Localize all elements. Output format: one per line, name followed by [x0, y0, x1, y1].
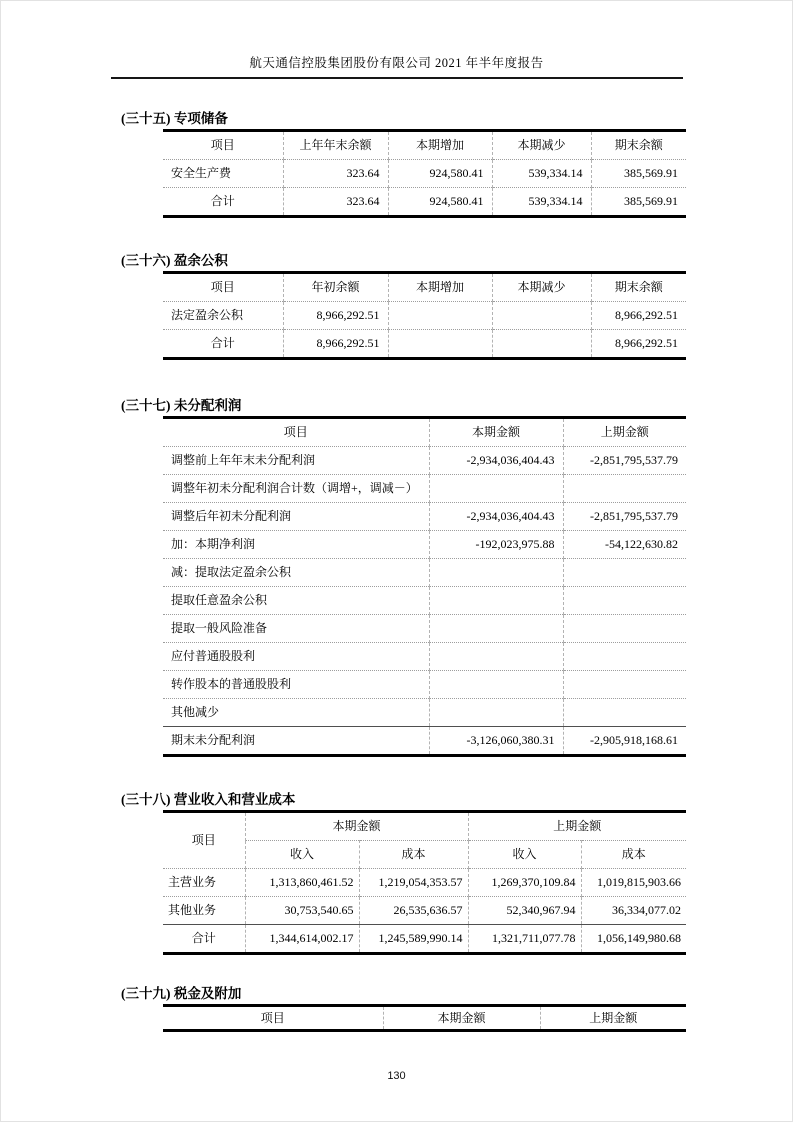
col-header: 成本: [359, 841, 468, 869]
cell-value: [563, 559, 686, 587]
row-label: 合计: [163, 188, 283, 217]
col-header: 项目: [210, 138, 235, 152]
cell-value: -3,126,060,380.31: [429, 727, 563, 756]
cell-value: 1,245,589,990.14: [359, 925, 468, 954]
table-row: [163, 503, 686, 531]
cell-value: 26,535,636.57: [359, 897, 468, 925]
table-row: [163, 302, 686, 330]
cell-value: [388, 302, 492, 330]
table-row: [163, 531, 686, 559]
cell-value: -2,934,036,404.43: [429, 503, 563, 531]
section-surplus-reserves: [121, 252, 686, 360]
table-row: [163, 475, 686, 503]
section-revenue-cost: [121, 791, 686, 955]
table-group-header-row: [163, 812, 686, 841]
section-title: (三十九) 税金及附加: [121, 986, 242, 1001]
cell-value: [492, 302, 591, 330]
cell-value: [388, 330, 492, 359]
table-total-row: [163, 330, 686, 359]
page-content: [1, 110, 792, 1032]
col-header: 上期金额: [563, 418, 686, 447]
table-header-row: [163, 273, 686, 302]
cell-value: 323.64: [283, 160, 388, 188]
row-label: 调整年初未分配利润合计数（调增+，调减－）: [163, 475, 429, 503]
col-header: 期末余额: [591, 131, 686, 160]
section-title: (三十七) 未分配利润: [121, 398, 242, 413]
cell-value: [492, 330, 591, 359]
surplus-reserves-table: [163, 271, 686, 360]
col-header: 本期减少: [492, 131, 591, 160]
section-title: (三十八) 营业收入和营业成本: [121, 792, 296, 807]
cell-value: 52,340,967.94: [468, 897, 581, 925]
cell-value: 323.64: [283, 188, 388, 217]
col-header: 本期金额: [383, 1006, 540, 1031]
col-header: 期末余额: [591, 273, 686, 302]
header-rule: [111, 77, 683, 79]
col-header: 上年年末余额: [283, 131, 388, 160]
cell-value: [429, 587, 563, 615]
col-header: 收入: [245, 841, 359, 869]
row-label: 合计: [163, 330, 283, 359]
row-label: 其他减少: [163, 699, 429, 727]
cell-value: 1,019,815,903.66: [581, 869, 686, 897]
row-label: 应付普通股股利: [163, 643, 429, 671]
page-number: 130: [387, 1070, 406, 1082]
row-label: 法定盈余公积: [163, 302, 283, 330]
cell-value: 385,569.91: [591, 160, 686, 188]
cell-value: [563, 699, 686, 727]
cell-value: 1,344,614,002.17: [245, 925, 359, 954]
cell-value: -192,023,975.88: [429, 531, 563, 559]
cell-value: 1,056,149,980.68: [581, 925, 686, 954]
page-header-title: 航天通信控股集团股份有限公司 2021 年半年度报告: [249, 56, 544, 70]
cell-value: 8,966,292.51: [591, 330, 686, 359]
cell-value: 924,580.41: [388, 160, 492, 188]
col-header: 本期金额: [429, 418, 563, 447]
cell-value: 36,334,077.02: [581, 897, 686, 925]
table-total-row: [163, 188, 686, 217]
col-header: 本期增加: [388, 273, 492, 302]
cell-value: 539,334.14: [492, 188, 591, 217]
cell-value: 1,269,370,109.84: [468, 869, 581, 897]
col-header: 本期减少: [492, 273, 591, 302]
cell-value: -2,851,795,537.79: [563, 503, 686, 531]
table-row: [163, 643, 686, 671]
table-total-row: [163, 925, 686, 954]
table-header-row: [163, 1006, 686, 1031]
col-header: 本期增加: [388, 131, 492, 160]
row-label: 调整后年初未分配利润: [163, 503, 429, 531]
row-label: 主营业务: [163, 869, 245, 897]
section-special-reserves: [121, 110, 686, 218]
row-label: 安全生产费: [163, 160, 283, 188]
undistributed-profit-table: [163, 416, 686, 757]
revenue-cost-table: [163, 810, 686, 955]
row-label: 转作股本的普通股股利: [163, 671, 429, 699]
cell-value: 8,966,292.51: [283, 302, 388, 330]
cell-value: [429, 671, 563, 699]
col-header: 成本: [581, 841, 686, 869]
table-row: [163, 897, 686, 925]
cell-value: -2,934,036,404.43: [429, 447, 563, 475]
table-row: [163, 447, 686, 475]
row-label: 合计: [163, 925, 245, 954]
cell-value: 8,966,292.51: [591, 302, 686, 330]
cell-value: [429, 475, 563, 503]
cell-value: 924,580.41: [388, 188, 492, 217]
table-total-row: [163, 727, 686, 756]
cell-value: 1,321,711,077.78: [468, 925, 581, 954]
table-header-row: [163, 418, 686, 447]
taxes-surcharges-table: [163, 1004, 686, 1032]
cell-value: [429, 559, 563, 587]
row-label: 减：提取法定盈余公积: [163, 559, 429, 587]
table-row: [163, 869, 686, 897]
table-row: [163, 559, 686, 587]
row-label: 提取一般风险准备: [163, 615, 429, 643]
cell-value: [563, 587, 686, 615]
col-header: 收入: [468, 841, 581, 869]
cell-value: [563, 671, 686, 699]
cell-value: -54,122,630.82: [563, 531, 686, 559]
cell-value: 30,753,540.65: [245, 897, 359, 925]
cell-value: -2,905,918,168.61: [563, 727, 686, 756]
col-group-header: 上期金额: [468, 812, 686, 841]
col-header: 项目: [260, 1011, 285, 1025]
section-title: (三十五) 专项储备: [121, 111, 228, 126]
row-label: 其他业务: [163, 897, 245, 925]
special-reserves-table: [163, 129, 686, 218]
cell-value: [429, 643, 563, 671]
table-row: [163, 160, 686, 188]
col-group-header: 本期金额: [245, 812, 468, 841]
col-header: 项目: [191, 833, 216, 847]
cell-value: 1,219,054,353.57: [359, 869, 468, 897]
cell-value: [563, 643, 686, 671]
table-row: [163, 587, 686, 615]
table-row: [163, 699, 686, 727]
col-header: 年初余额: [283, 273, 388, 302]
cell-value: [429, 615, 563, 643]
row-label: 加：本期净利润: [163, 531, 429, 559]
table-row: [163, 671, 686, 699]
row-label: 提取任意盈余公积: [163, 587, 429, 615]
section-taxes-surcharges: [121, 985, 686, 1032]
row-label: 调整前上年年末未分配利润: [163, 447, 429, 475]
col-header: 项目: [210, 280, 235, 294]
cell-value: [429, 699, 563, 727]
cell-value: 8,966,292.51: [283, 330, 388, 359]
cell-value: [563, 475, 686, 503]
section-undistributed-profit: [121, 397, 686, 757]
cell-value: -2,851,795,537.79: [563, 447, 686, 475]
col-header: 上期金额: [540, 1006, 686, 1031]
table-row: [163, 615, 686, 643]
table-header-row: [163, 131, 686, 160]
row-label: 期末未分配利润: [163, 727, 429, 756]
cell-value: [563, 615, 686, 643]
cell-value: 385,569.91: [591, 188, 686, 217]
col-header: 项目: [283, 425, 308, 439]
cell-value: 539,334.14: [492, 160, 591, 188]
section-title: (三十六) 盈余公积: [121, 253, 228, 268]
cell-value: 1,313,860,461.52: [245, 869, 359, 897]
